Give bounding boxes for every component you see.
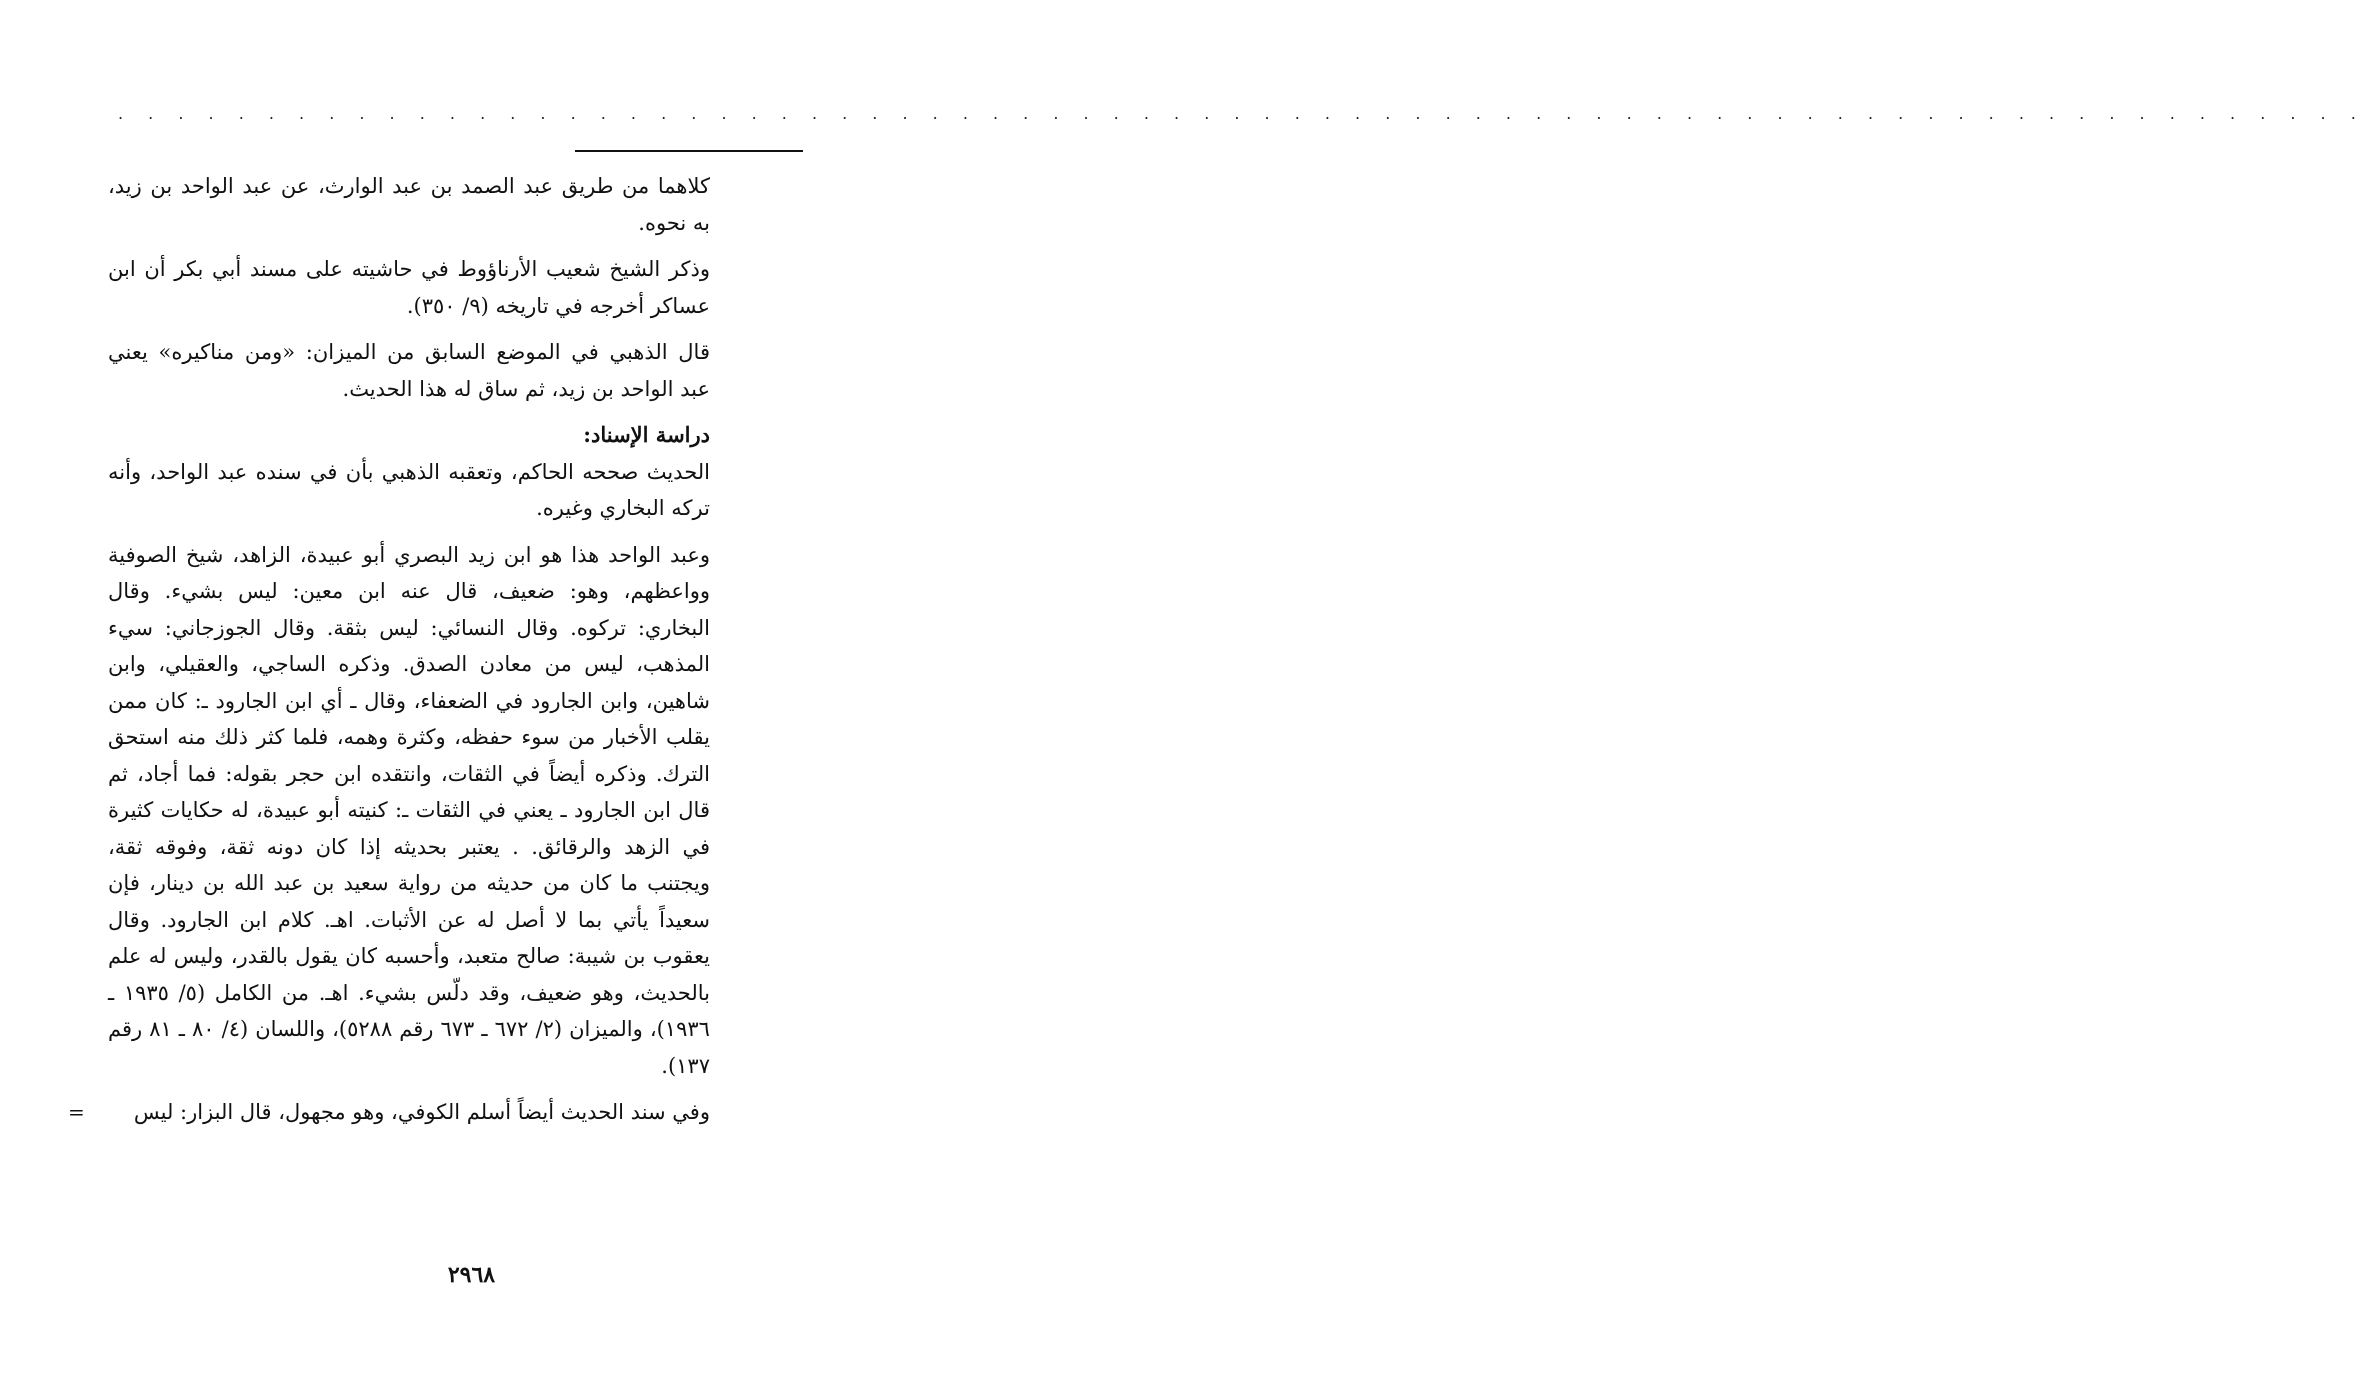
page-body	[68, 168, 711, 1131]
paragraph-1: كلاهما من طريق عبد الصمد بن عبد الوارث، عن عبد الواحد بن زيد، به نحوه.	[108, 174, 710, 235]
dotted-separator: . . . . . . . . . . . . . . . . . . . . . . . . . . . . . . . . . . . . . . . . . . . . . . . . . . . . . . . . . . . . . . . . . . . . . . . . . . .	[118, 104, 2366, 123]
section-heading: دراسة الإسناد:	[583, 422, 710, 447]
study-paragraph: الحديث صححه الحاكم، وتعقبه الذهبي بأن في سنده عبد الواحد، وأنه تركه البخاري وغيره.	[108, 459, 710, 520]
closing-line	[68, 1094, 710, 1131]
paragraph-3: قال الذهبي في الموضع السابق من الميزان: «ومن مناكيره» يعني عبد الواحد بن زيد، ثم ساق له هذا الحديث.	[108, 340, 710, 401]
narrator-paragraph: وعبد الواحد هذا هو ابن زيد البصري أبو عبيدة، الزاهد، شيخ الصوفية وواعظهم، وهو: ضعيف، قال عنه ابن معين: ليس بشيء. وقال البخاري: تركوه. وقال النسائي: ليس بثقة. وقال الجوزجاني: سيء المذهب، ليس من معادن الصدق. وذكره الساجي، والعقيلي، وابن شاهين، وابن الجارود في الضعفاء، وقال ـ أي ابن الجارود ـ: كان ممن يقلب الأخبار من سوء حفظه، وكثرة وهمه، فلما كثر ذلك منه استحق الترك. وذكره أيضاً في الثقات، وانتقده ابن حجر بقوله: فما أجاد، ثم قال ابن الجارود ـ يعني في الثقات ـ: كنيته أبو عبيدة، له حكايات كثيرة في الزهد والرقائق. . يعتبر بحديثه إذا كان دونه ثقة، وفوقه ثقة، ويجتنب ما كان من حديثه من رواية سعيد بن عبد الله بن دينار، فإن سعيداً يأتي بما لا أصل له عن الأثبات. اهـ. كلام ابن الجارود. وقال يعقوب بن شيبة: صالح متعبد، وأحسبه كان يقول بالقدر، وليس له علم بالحديث، وهو ضعيف، وقد دلّس بشيء. اهـ. من الكامل (٥/ ١٩٣٥ ـ ١٩٣٦)، والميزان (٢/ ٦٧٢ ـ ٦٧٣ رقم ٥٢٨٨)، واللسان (٤/ ٨٠ ـ ٨١ رقم ١٣٧).	[108, 542, 711, 1078]
page-number: ٢٩٦٨	[447, 1262, 496, 1288]
footnote-rule	[575, 150, 803, 152]
closing-line-text: وفي سند الحديث أيضاً أسلم الكوفي، وهو مجهول، قال البزار: ليس	[133, 1100, 710, 1124]
paragraph-2: وذكر الشيخ شعيب الأرناؤوط في حاشيته على مسند أبي بكر أن ابن عساكر أخرجه في تاريخه (٩/ ٣٥٠).	[108, 257, 710, 318]
continuation-mark: =	[68, 1100, 85, 1124]
